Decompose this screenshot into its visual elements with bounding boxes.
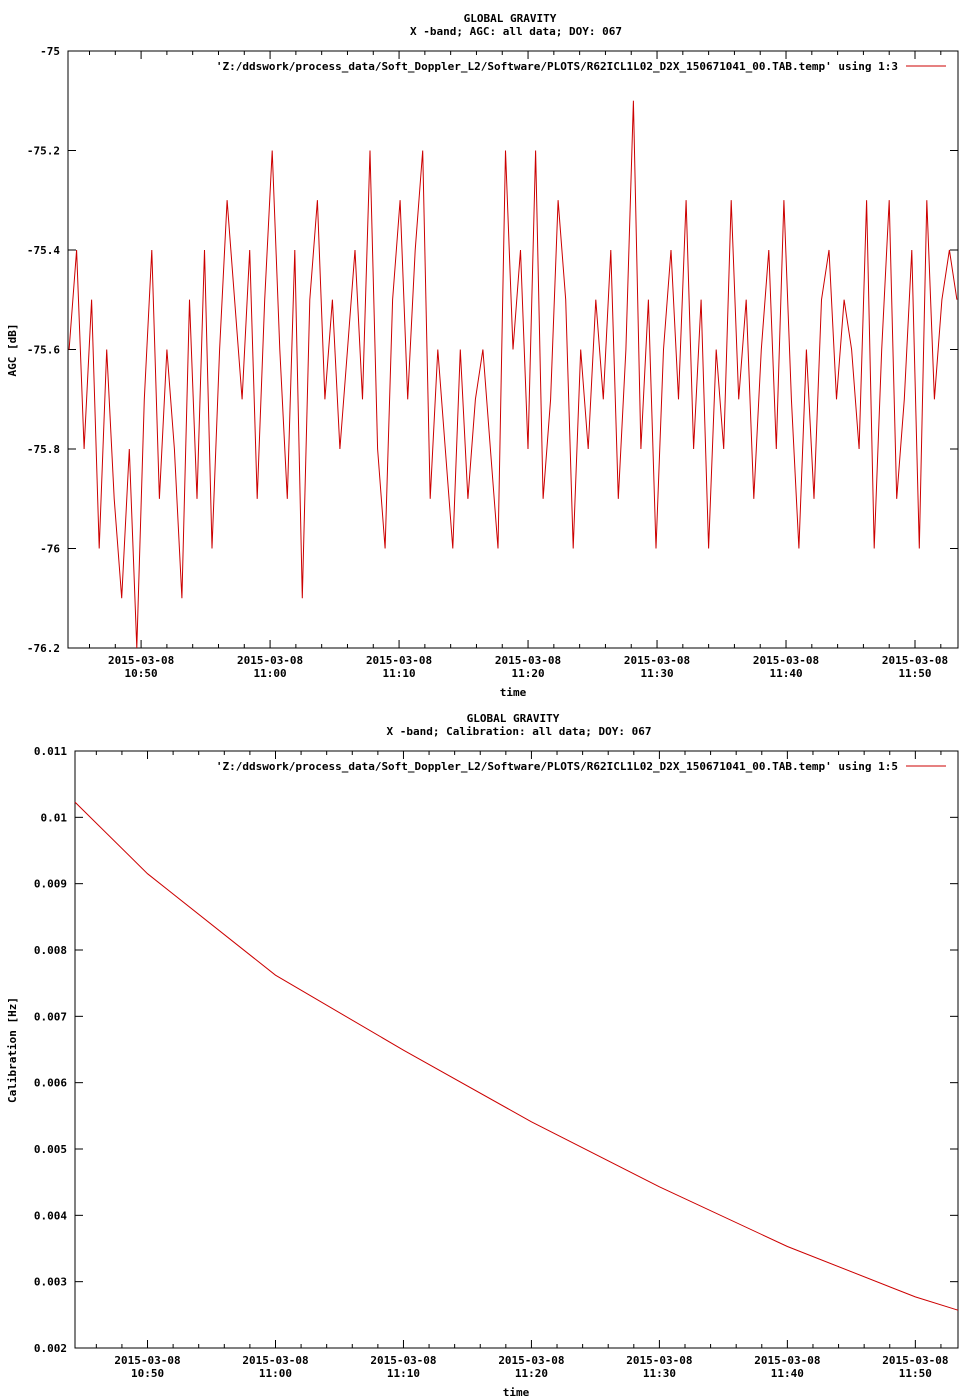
agc-x-tick-time: 11:30 bbox=[640, 667, 674, 680]
calibration-y-tick-label: 0.003 bbox=[33, 1275, 67, 1289]
calibration-y-tick-label: 0.009 bbox=[33, 877, 67, 891]
agc-x-tick-date: 2015-03-08 bbox=[236, 654, 304, 667]
agc-chart-subtitle: X -band; AGC: all data; DOY: 067 bbox=[410, 25, 622, 38]
calibration-x-axis-label: time bbox=[502, 1386, 530, 1399]
agc-y-tick-label: -76.2 bbox=[26, 642, 60, 655]
agc-y-tick-label: -75 bbox=[40, 45, 60, 58]
agc-x-tick-time: 11:00 bbox=[253, 667, 287, 680]
calibration-x-tick-time: 11:50 bbox=[898, 1367, 932, 1380]
calibration-x-tick-date: 2015-03-08 bbox=[626, 1354, 693, 1367]
agc-x-tick-time: 11:40 bbox=[769, 667, 803, 680]
calibration-y-ticks bbox=[34, 745, 958, 1355]
calibration-y-axis-label: Calibration [Hz] bbox=[6, 997, 19, 1103]
calibration-x-tick-time: 11:00 bbox=[258, 1367, 293, 1380]
calibration-x-tick-time: 11:20 bbox=[514, 1367, 548, 1380]
agc-y-tick-label: -75.4 bbox=[26, 244, 60, 257]
calibration-x-tick-date: 2015-03-08 bbox=[370, 1354, 437, 1367]
agc-x-tick-date: 2015-03-08 bbox=[107, 654, 175, 667]
agc-chart bbox=[6, 12, 958, 699]
calibration-y-tick-label: 0.011 bbox=[33, 745, 67, 758]
agc-x-tick-date: 2015-03-08 bbox=[623, 654, 691, 667]
agc-y-axis-label: AGC [dB] bbox=[6, 323, 19, 377]
calibration-x-tick-time: 11:10 bbox=[386, 1367, 421, 1380]
calibration-y-tick-label: 0.01 bbox=[40, 811, 67, 825]
agc-chart-title: GLOBAL GRAVITY bbox=[463, 12, 557, 25]
calibration-chart-title: GLOBAL GRAVITY bbox=[466, 712, 560, 725]
agc-y-tick-label: -75.6 bbox=[26, 343, 60, 357]
calibration-x-tick-time: 10:50 bbox=[130, 1367, 165, 1380]
calibration-y-tick-label: 0.002 bbox=[33, 1342, 67, 1355]
calibration-x-tick-date: 2015-03-08 bbox=[114, 1354, 181, 1367]
agc-y-tick-label: -75.8 bbox=[26, 443, 60, 456]
calibration-x-tick-time: 11:30 bbox=[642, 1367, 676, 1380]
agc-x-tick-time: 11:20 bbox=[511, 667, 545, 680]
agc-x-tick-date: 2015-03-08 bbox=[365, 654, 433, 667]
agc-x-tick-date: 2015-03-08 bbox=[752, 654, 820, 667]
calibration-x-tick-date: 2015-03-08 bbox=[882, 1354, 949, 1367]
calibration-x-tick-date: 2015-03-08 bbox=[242, 1354, 309, 1367]
agc-x-axis-label: time bbox=[499, 686, 527, 699]
calibration-chart-subtitle: X -band; Calibration: all data; DOY: 067 bbox=[386, 725, 652, 738]
calibration-y-tick-label: 0.008 bbox=[33, 944, 67, 957]
calibration-y-tick-label: 0.006 bbox=[33, 1076, 67, 1090]
agc-x-tick-time: 10:50 bbox=[124, 667, 158, 680]
calibration-chart bbox=[6, 712, 958, 1399]
calibration-y-tick-label: 0.004 bbox=[33, 1209, 67, 1223]
agc-series-line bbox=[69, 101, 957, 648]
calibration-legend-label: 'Z:/ddswork/process_data/Soft_Doppler_L2/Software/PLOTS/R62ICL1L02_D2X_150671041_00.TAB.temp' using 1:5 bbox=[215, 760, 898, 773]
agc-y-tick-label: -75.2 bbox=[26, 144, 60, 158]
agc-legend-label: 'Z:/ddswork/process_data/Soft_Doppler_L2/Software/PLOTS/R62ICL1L02_D2X_150671041_00.TAB.temp' using 1:3 bbox=[215, 60, 898, 73]
calibration-x-ticks bbox=[96, 751, 948, 1380]
agc-x-tick-time: 11:10 bbox=[382, 667, 416, 680]
calibration-y-tick-label: 0.005 bbox=[33, 1143, 67, 1156]
calibration-x-tick-date: 2015-03-08 bbox=[498, 1354, 565, 1367]
calibration-x-tick-time: 11:40 bbox=[770, 1367, 804, 1380]
agc-x-tick-date: 2015-03-08 bbox=[881, 654, 949, 667]
calibration-y-tick-label: 0.007 bbox=[33, 1010, 67, 1024]
calibration-x-tick-date: 2015-03-08 bbox=[754, 1354, 821, 1367]
agc-y-tick-label: -76 bbox=[40, 542, 60, 556]
calibration-series-line bbox=[75, 802, 958, 1310]
agc-x-tick-time: 11:50 bbox=[898, 667, 932, 680]
agc-x-tick-date: 2015-03-08 bbox=[494, 654, 562, 667]
calibration-plot-frame bbox=[75, 751, 958, 1348]
